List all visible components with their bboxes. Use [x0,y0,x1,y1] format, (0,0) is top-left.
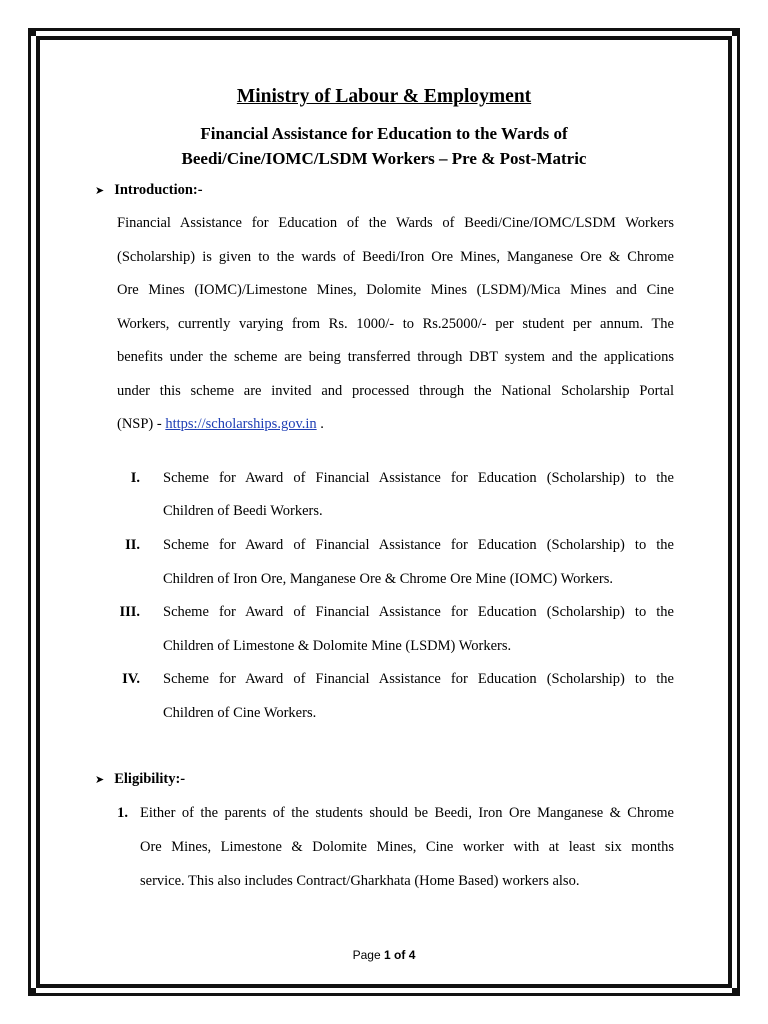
page-title: Ministry of Labour & Employment [236,86,532,107]
eligibility-heading-text: Eligibility:- [114,771,186,787]
scheme-item-line: Scheme for Award of Financial Assistance for Education (Scholarship) to the [163,604,674,620]
footer-total-pages: 4 [408,948,416,962]
nsp-prefix: (NSP) - [117,416,166,432]
arrowhead-bullet-icon: ➤ [95,773,105,786]
document-subtitle-line1: Financial Assistance for Education to the Wards of [200,124,568,143]
scheme-item-line: Children of Beedi Workers. [163,503,323,519]
scheme-numeral: II. [125,537,140,553]
introduction-heading [95,182,203,199]
document-subtitle-line2: Beedi/Cine/IOMC/LSDM Workers – Pre & Post-Matric [181,149,587,168]
nsp-suffix: . [316,416,324,432]
eligibility-number: 1. [117,805,128,821]
scheme-item-line: Scheme for Award of Financial Assistance for Education (Scholarship) to the [163,470,674,486]
page-footer [0,948,768,962]
footer-page-word: Page [352,948,381,962]
eligibility-heading [95,771,185,788]
introduction-line: (Scholarship) is given to the wards of Beedi/Iron Ore Mines, Manganese Ore & Chrome [117,249,674,265]
scheme-item-line: Scheme for Award of Financial Assistance for Education (Scholarship) to the [163,537,674,553]
scheme-item-line: Children of Iron Ore, Manganese Ore & Chrome Ore Mine (IOMC) Workers. [163,571,613,587]
introduction-line: under this scheme are invited and processed through the National Scholarship Portal [117,383,674,399]
scheme-item-line: Children of Cine Workers. [163,705,317,721]
nsp-link[interactable]: https://scholarships.gov.in [165,416,317,432]
scheme-item-line: Scheme for Award of Financial Assistance for Education (Scholarship) to the [163,671,674,687]
introduction-heading-text: Introduction:- [114,182,203,198]
eligibility-line: Either of the parents of the students should be Beedi, Iron Ore Manganese & Chrome [140,805,674,821]
introduction-last-line [117,416,324,433]
footer-of-word: of [394,948,406,962]
scheme-numeral: IV. [122,671,140,687]
eligibility-line: service. This also includes Contract/Gharkhata (Home Based) workers also. [140,873,580,889]
introduction-line: Ore Mines (IOMC)/Limestone Mines, Dolomite Mines (LSDM)/Mica Mines and Cine [117,282,674,298]
eligibility-line: Ore Mines, Limestone & Dolomite Mines, Cine worker with at least six months [140,839,674,855]
introduction-line: Financial Assistance for Education of the Wards of Beedi/Cine/IOMC/LSDM Workers [117,215,674,231]
introduction-line: Workers, currently varying from Rs. 1000/- to Rs.25000/- per student per annum. The [117,316,674,332]
scheme-numeral: I. [130,470,140,486]
footer-current-page: 1 [383,948,391,962]
arrowhead-bullet-icon: ➤ [95,184,105,197]
scheme-item-line: Children of Limestone & Dolomite Mine (LSDM) Workers. [163,638,512,654]
scheme-numeral: III. [119,604,140,620]
introduction-line: benefits under the scheme are being transferred through DBT system and the applications [117,349,674,365]
